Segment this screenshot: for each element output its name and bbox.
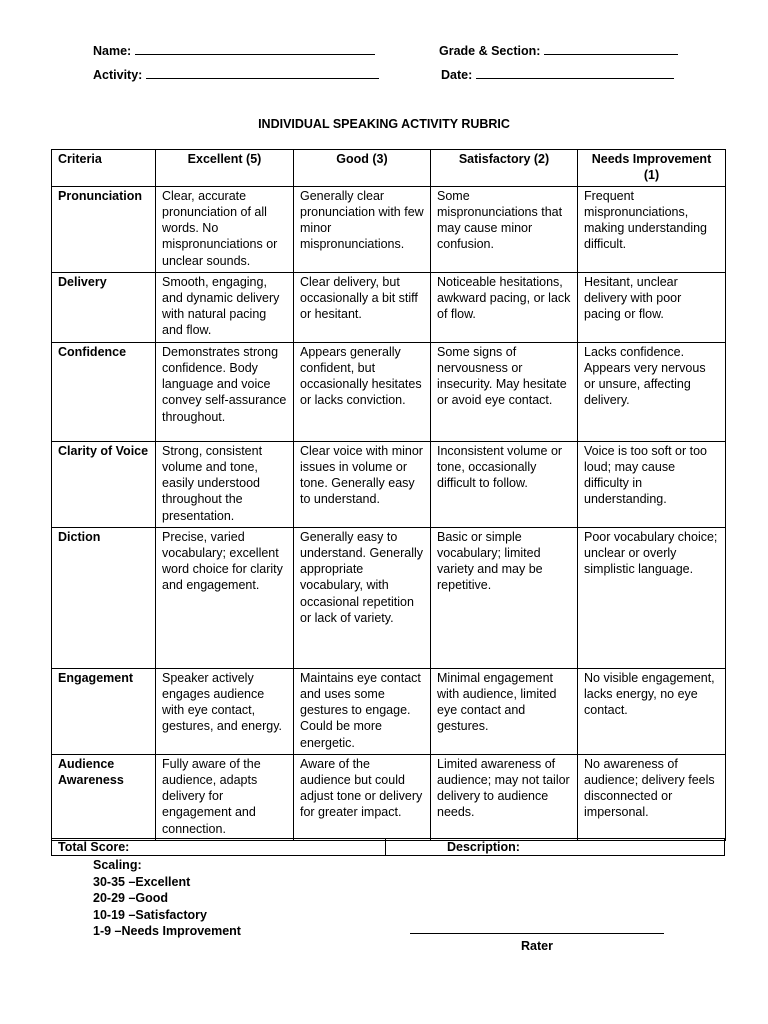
rubric-cell: Maintains eye contact and uses some gestures to engage. Could be more energetic. xyxy=(294,668,431,754)
rubric-cell: Noticeable hesitations, awkward pacing, or lack of flow. xyxy=(431,272,578,342)
criteria-cell: Clarity of Voice xyxy=(52,441,156,527)
date-label: Date: xyxy=(441,68,473,82)
rubric-cell: Inconsistent volume or tone, occasionally difficult to follow. xyxy=(431,441,578,527)
criteria-cell: Delivery xyxy=(52,272,156,342)
scaling-item: 10-19 –Satisfactory xyxy=(93,907,207,922)
rubric-cell: Voice is too soft or too loud; may cause difficulty in understanding. xyxy=(578,441,726,527)
criteria-cell: Confidence xyxy=(52,342,156,441)
name-blank xyxy=(135,43,375,55)
rubric-cell: Minimal engagement with audience, limited eye contact and gestures. xyxy=(431,668,578,754)
table-row xyxy=(52,441,726,527)
rubric-cell: Clear, accurate pronunciation of all words. No mispronunciations or unclear sounds. xyxy=(156,186,294,272)
rubric-cell: Some signs of nervousness or insecurity. May hesitate or avoid eye contact. xyxy=(431,342,578,441)
rubric-cell: No visible engagement, lacks energy, no eye contact. xyxy=(578,668,726,754)
table-row xyxy=(52,668,726,754)
table-row xyxy=(52,754,726,840)
rubric-cell: Clear delivery, but occasionally a bit stiff or hesitant. xyxy=(294,272,431,342)
criteria-cell: Pronunciation xyxy=(52,186,156,272)
activity-field xyxy=(93,67,379,82)
criteria-cell: Audience Awareness xyxy=(52,754,156,840)
rubric-cell: No awareness of audience; delivery feels disconnected or impersonal. xyxy=(578,754,726,840)
rubric-cell: Hesitant, unclear delivery with poor pacing or flow. xyxy=(578,272,726,342)
rubric-cell: Some mispronunciations that may cause minor confusion. xyxy=(431,186,578,272)
column-header: Good (3) xyxy=(294,150,431,187)
grade-label: Grade & Section: xyxy=(439,44,541,58)
scaling-item: 30-35 –Excellent xyxy=(93,874,191,889)
rater-label: Rater xyxy=(521,939,553,953)
activity-blank xyxy=(146,67,379,79)
criteria-cell: Engagement xyxy=(52,668,156,754)
rubric-cell: Strong, consistent volume and tone, easily understood throughout the presentation. xyxy=(156,441,294,527)
rubric-cell: Demonstrates strong confidence. Body language and voice convey self-assurance throughout. xyxy=(156,342,294,441)
column-header: Satisfactory (2) xyxy=(431,150,578,187)
table-row xyxy=(52,272,726,342)
rubric-cell: Basic or simple vocabulary; limited variety and may be repetitive. xyxy=(431,527,578,668)
grade-blank xyxy=(544,43,678,55)
rubric-cell: Fully aware of the audience, adapts delivery for engagement and connection. xyxy=(156,754,294,840)
scaling-item: 20-29 –Good xyxy=(93,891,169,906)
rubric-cell: Generally easy to understand. Generally appropriate vocabulary, with occasional repetition or lack of variety. xyxy=(294,527,431,668)
rubric-cell: Frequent mispronunciations, making understanding difficult. xyxy=(578,186,726,272)
rubric-cell: Smooth, engaging, and dynamic delivery with natural pacing and flow. xyxy=(156,272,294,342)
rubric-table xyxy=(51,149,726,841)
rubric-cell: Aware of the audience but could adjust tone or delivery for greater impact. xyxy=(294,754,431,840)
rubric-cell: Appears generally confident, but occasionally hesitates or lacks conviction. xyxy=(294,342,431,441)
table-row xyxy=(52,186,726,272)
name-field xyxy=(93,43,375,58)
scaling-legend xyxy=(93,857,241,940)
rubric-cell: Lacks confidence. Appears very nervous or unsure, affecting delivery. xyxy=(578,342,726,441)
rubric-cell: Clear voice with minor issues in volume or tone. Generally easy to understand. xyxy=(294,441,431,527)
date-field xyxy=(441,67,674,82)
scaling-title: Scaling: xyxy=(93,858,142,872)
column-header: Excellent (5) xyxy=(156,150,294,187)
rubric-cell: Speaker actively engages audience with eye contact, gestures, and energy. xyxy=(156,668,294,754)
page-title: INDIVIDUAL SPEAKING ACTIVITY RUBRIC xyxy=(258,117,510,131)
activity-label: Activity: xyxy=(93,68,143,82)
criteria-cell: Diction xyxy=(52,527,156,668)
score-bar xyxy=(51,838,725,856)
description-label: Description: xyxy=(447,840,520,854)
total-score-label: Total Score: xyxy=(52,839,386,855)
table-row xyxy=(52,342,726,441)
column-header: Needs Improvement (1) xyxy=(578,150,726,187)
date-blank xyxy=(476,67,674,79)
name-label: Name: xyxy=(93,44,132,58)
column-header: Criteria xyxy=(52,150,156,187)
grade-section-field xyxy=(439,43,678,58)
rubric-cell: Poor vocabulary choice; unclear or overly simplistic language. xyxy=(578,527,726,668)
table-header-row xyxy=(52,150,726,187)
rater-signature-line xyxy=(410,921,664,934)
scaling-item: 1-9 –Needs Improvement xyxy=(93,924,241,939)
rubric-cell: Generally clear pronunciation with few minor mispronunciations. xyxy=(294,186,431,272)
rubric-cell: Precise, varied vocabulary; excellent word choice for clarity and engagement. xyxy=(156,527,294,668)
table-row xyxy=(52,527,726,668)
rubric-cell: Limited awareness of audience; may not tailor delivery to audience needs. xyxy=(431,754,578,840)
